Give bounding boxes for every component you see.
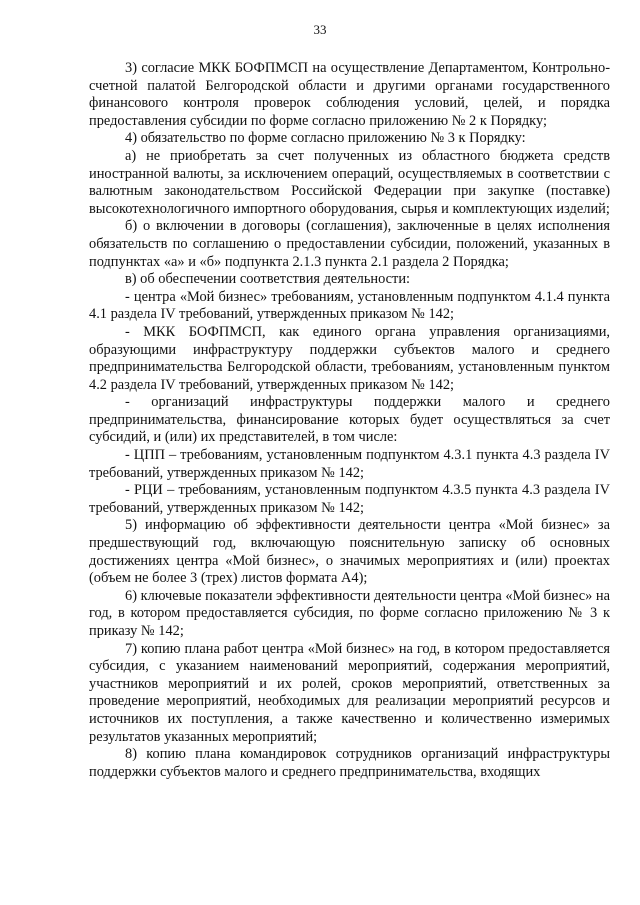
paragraph-item-7: 7) копию плана работ центра «Мой бизнес» на год, в котором предоставляется субсидия, с указанием наименований мероприятий, содержания мероприятий, участников мероприятий и их ролей, сроков мероприятий, ответственных за проведение мероприятий, необходимых для реализации мероприятий ресурсов и источников их поступления, а также качественно и количественно измеримых результатов указанных мероприятий; — [89, 640, 610, 745]
document-body — [89, 60, 610, 781]
paragraph-subitem-b: б) о включении в договоры (соглашения), заключенные в целях исполнения обязательств по соглашению о предоставлении субсидии, положений, указанных в подпунктах «а» и «б» подпункта 2.1.3 пункта 2.1 раздела 2 Порядка; — [89, 218, 610, 270]
paragraph-subitem-v: в) об обеспечении соответствия деятельности: — [125, 271, 411, 288]
page-number: 33 — [313, 22, 327, 37]
paragraph-item-4: 4) обязательство по форме согласно приложению № 3 к Порядку: — [125, 130, 526, 147]
paragraph-bullet-mkk: - МКК БОФПМСП, как единого органа управления организациями, образующими инфраструктуру поддержки субъектов малого и среднего предпринимательства Белгородской области, требованиям, установленным пунктом 4.2 раздела IV требований, утвержденных приказом № 142; — [89, 323, 610, 393]
paragraph-item-6: 6) ключевые показатели эффективности деятельности центра «Мой бизнес» на год, в котором предоставляется субсидия, по форме согласно приложению № 3 к приказу № 142; — [89, 587, 610, 639]
paragraph-bullet-rci: - РЦИ – требованиям, установленным подпунктом 4.3.5 пункта 4.3 раздела IV требований, утвержденных приказом № 142; — [89, 482, 610, 516]
paragraph-item-8: 8) копию плана командировок сотрудников организаций инфраструктуры поддержки субъектов малого и среднего предпринимательства, входящих — [89, 746, 610, 780]
paragraph-bullet-organizations: - организаций инфраструктуры поддержки малого и среднего предпринимательства, финансирование которых будет осуществляться за счет субсидий, и (или) их представителей, в том числе: — [89, 394, 610, 446]
paragraph-subitem-a: а) не приобретать за счет полученных из областного бюджета средств иностранной валюты, за исключением операций, осуществляемых в соответствии с валютным законодательством Российской Федерации при закупке (поставке) высокотехнологичного импортного оборудования, сырья и комплектующих изделий; — [89, 147, 610, 217]
paragraph-item-3: 3) согласие МКК БОФПМСП на осуществление Департаментом, Контрольно-счетной палатой Белгородской области и другими органами государственного финансового контроля проверок соблюдения условий, целей, и порядка предоставления субсидии по форме согласно приложению № 2 к Порядку; — [89, 60, 610, 129]
paragraph-item-5: 5) информацию об эффективности деятельности центра «Мой бизнес» за предшествующий год, включающую пояснительную записку об основных достижениях центра «Мой бизнес», о значимых мероприятиях и (или) проектах (объем не более 3 (трех) листов формата А4); — [89, 517, 610, 587]
paragraph-bullet-cpp: - ЦПП – требованиям, установленным подпунктом 4.3.1 пункта 4.3 раздела IV требований, утвержденных приказом № 142; — [89, 447, 610, 481]
paragraph-bullet-center: - центра «Мой бизнес» требованиям, установленным подпунктом 4.1.4 пункта 4.1 раздела IV требований, утвержденных приказом № 142; — [89, 288, 610, 323]
